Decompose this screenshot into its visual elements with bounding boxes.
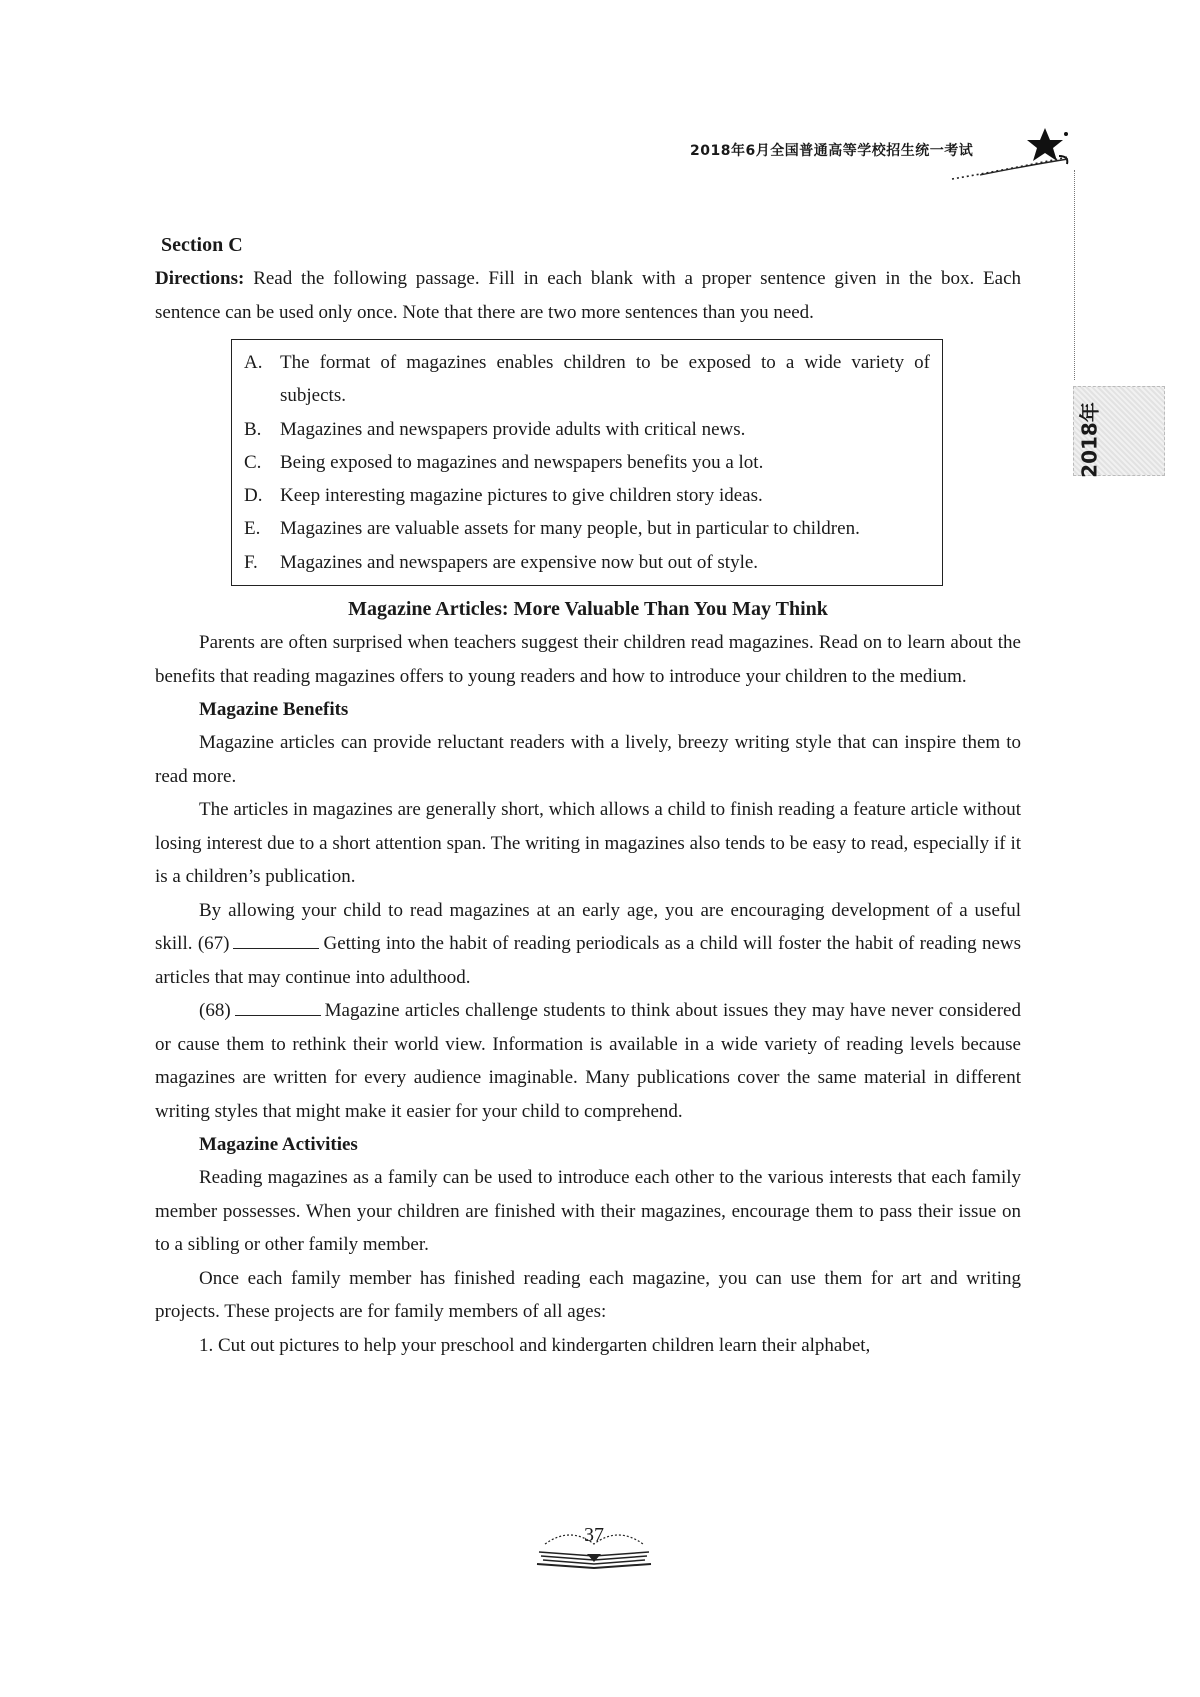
option-text: Magazines are valuable assets for many people, but in particular to children. bbox=[280, 518, 860, 540]
blank-number: (68) bbox=[199, 1000, 231, 1022]
benefits-paragraph-2: The articles in magazines are generally short, which allows a child to finish reading a feature article without losing interest due to a short attention span. The writing in magazines also tends to be easy to read, especially if it is a children’s publication. bbox=[155, 799, 1021, 888]
option-b bbox=[244, 413, 930, 446]
activities-paragraph-1: Reading magazines as a family can be used to introduce each other to the various interests that each family member possesses. When your children are finished with their magazines, encourage them to pass their issue on to a sibling or other family member. bbox=[155, 1167, 1021, 1256]
option-a bbox=[244, 346, 930, 413]
benefits-paragraph-4 bbox=[155, 994, 1021, 1128]
option-letter: F. bbox=[244, 551, 258, 573]
side-margin-dotted-line bbox=[1074, 170, 1075, 380]
intro-paragraph: Parents are often surprised when teachers suggest their children read magazines. Read on to learn about the benefits that reading magazines offers to young readers and how to introduce your children to the medium. bbox=[155, 632, 1021, 687]
option-text: Keep interesting magazine pictures to give children story ideas. bbox=[280, 485, 763, 507]
option-text: Being exposed to magazines and newspapers benefits you a lot. bbox=[280, 451, 764, 473]
option-d bbox=[244, 479, 930, 512]
directions-text: Read the following passage. Fill in each blank with a proper sentence given in the box. Each sentence can be used only once. Note that there are two more sentences than you need. bbox=[155, 268, 1022, 323]
directions-paragraph bbox=[155, 262, 1021, 329]
page-number: 37 bbox=[584, 1524, 604, 1546]
option-text: Magazines and newspapers provide adults with critical news. bbox=[280, 418, 746, 440]
page-content bbox=[155, 232, 1021, 1362]
option-letter: A. bbox=[244, 352, 263, 373]
option-letter: C. bbox=[244, 451, 262, 473]
article-title: Magazine Articles: More Valuable Than You May Think bbox=[348, 598, 828, 621]
options-box bbox=[231, 339, 943, 586]
option-letter: E. bbox=[244, 518, 261, 540]
section-heading: Section C bbox=[161, 234, 243, 256]
answer-blank-68[interactable] bbox=[235, 999, 321, 1016]
option-letter: B. bbox=[244, 418, 262, 440]
benefits-paragraph-1: Magazine articles can provide reluctant readers with a lively, breezy writing style that can inspire them to read more. bbox=[155, 732, 1021, 787]
activities-paragraph-2: Once each family member has finished reading each magazine, you can use them for art and writing projects. These projects are for family members of all ages: bbox=[155, 1267, 1021, 1323]
directions-label: Directions: bbox=[155, 268, 245, 289]
paragraph-text: Magazine articles challenge students to think about issues they may have never considered or cause them to rethink their world view. Information is available in a wide variety of reading levels because magazines are written for every audience imaginable. Many publications cover the same material in different writing styles that might make it easier for your child to comprehend. bbox=[155, 1000, 1021, 1122]
activities-heading: Magazine Activities bbox=[199, 1134, 358, 1156]
side-year-tab-label: 2018年 bbox=[1077, 402, 1102, 478]
benefits-heading: Magazine Benefits bbox=[199, 699, 349, 721]
benefits-paragraph-3 bbox=[155, 894, 1021, 995]
option-f bbox=[244, 546, 930, 579]
option-c bbox=[244, 446, 930, 479]
option-letter: D. bbox=[244, 485, 263, 507]
activities-list-item-1: 1. Cut out pictures to help your preschool and kindergarten children learn their alphabet, bbox=[199, 1334, 871, 1356]
paragraph-text: Getting into the habit of reading periodicals as a child will foster the habit of reading news articles that may continue into adulthood. bbox=[155, 933, 1021, 988]
header-swoosh-decoration bbox=[950, 153, 1070, 183]
option-text: Magazines and newspapers are expensive now but out of style. bbox=[280, 551, 759, 573]
paragraph-text: By allowing your child to read magazines at an early age, you are encouraging development of a useful skill. (67) bbox=[155, 899, 1021, 955]
exam-header-title: 2018年6月全国普通高等学校招生统一考试 bbox=[690, 143, 974, 159]
answer-blank-67[interactable] bbox=[233, 932, 319, 949]
option-e bbox=[244, 512, 930, 545]
option-text: The format of magazines enables children to be exposed to a wide variety of subjects. bbox=[280, 352, 930, 407]
